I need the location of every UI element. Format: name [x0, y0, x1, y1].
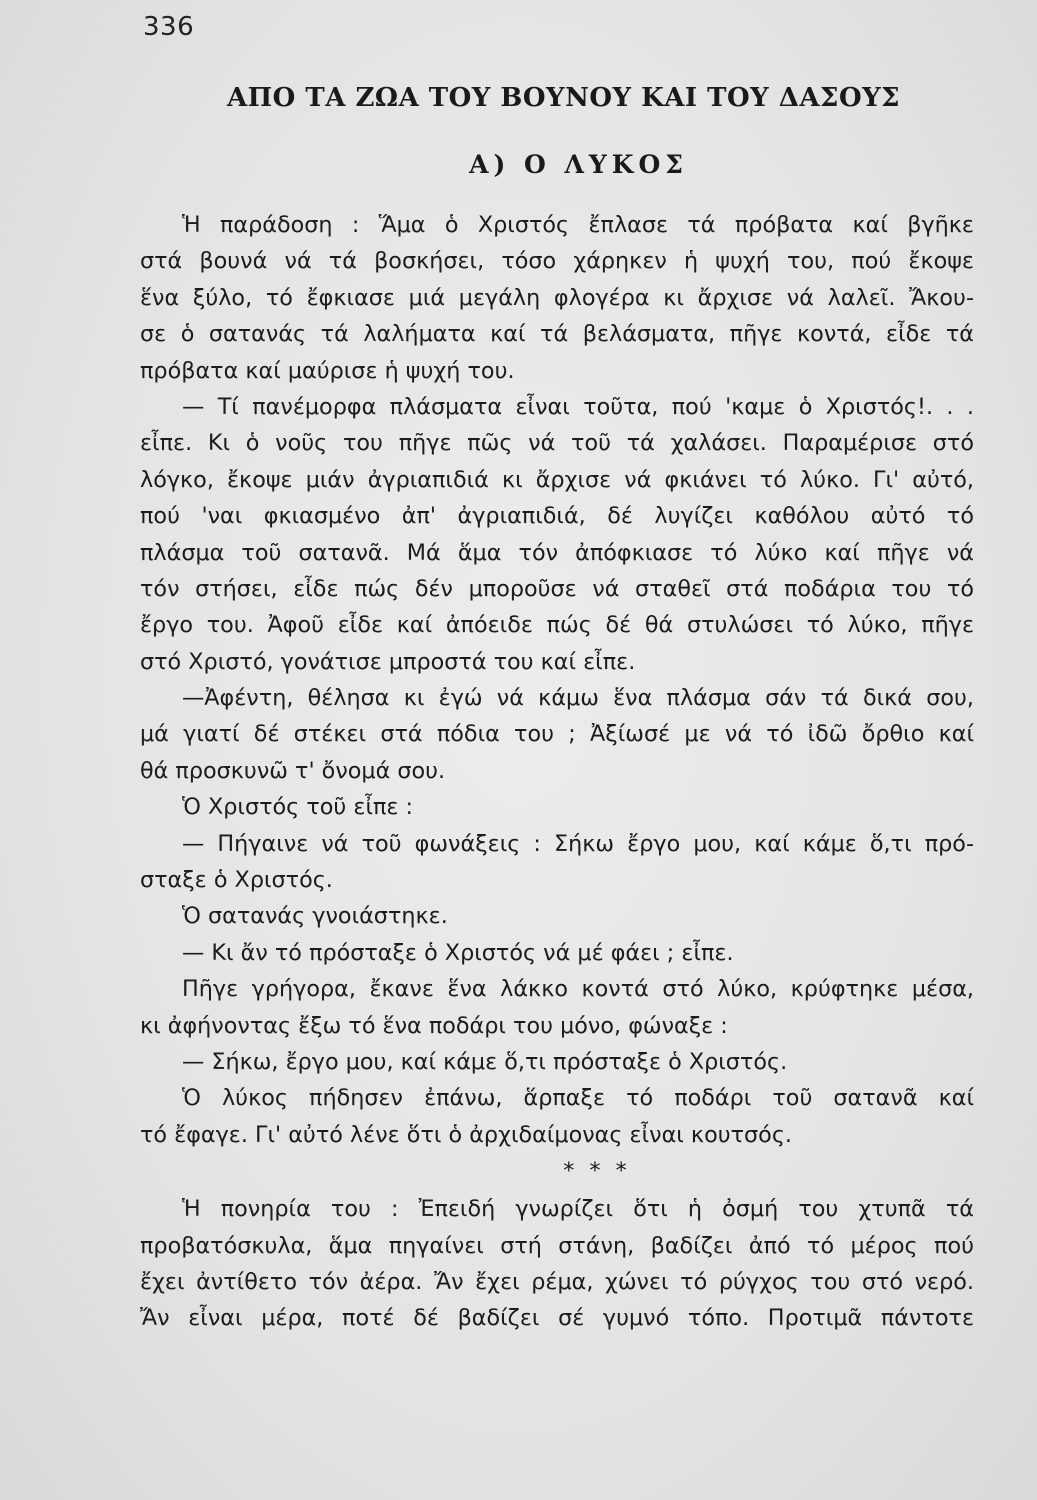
- text-line: Ὁ Χριστός τοῦ εἶπε :: [182, 794, 414, 821]
- text-line: σταξε ὁ Χριστός.: [140, 867, 333, 894]
- section-divider: * * *: [563, 1158, 631, 1185]
- text-line: μά γιατί δέ στέκει στά πόδια του ; Ἀξίωσέ με νά τό ἰδῶ ὄρθιο καί: [140, 721, 974, 748]
- text-line: πρόβατα καί μαύρισε ἡ ψυχή του.: [140, 357, 515, 384]
- text-line: θά προσκυνῶ τ' ὄνομά σου.: [140, 757, 446, 784]
- text-line: ἕνα ξύλο, τό ἔφκιασε μιά μεγάλη φλογέρα κι ἄρχισε νά λαλεῖ. Ἄκου-: [140, 284, 974, 311]
- section-title: ΑΠΟ ΤΑ ΖΩΑ ΤΟΥ ΒΟΥΝΟΥ ΚΑΙ ΤΟΥ ΔΑΣΟΥΣ: [226, 83, 901, 113]
- text-line: — Τί πανέμορφα πλάσματα εἶναι τοῦτα, πού 'καμε ὁ Χριστός!. . .: [182, 393, 974, 420]
- text-line: ἔχει ἀντίθετο τόν ἀέρα. Ἄν ἔχει ρέμα, χώνει τό ρύγχος του στό νερό.: [140, 1268, 974, 1295]
- text-line: — Κι ἄν τό πρόσταξε ὁ Χριστός νά μέ φάει ; εἶπε.: [182, 939, 734, 966]
- text-line: Ὁ λύκος πήδησεν ἐπάνω, ἅρπαξε τό ποδάρι τοῦ σατανᾶ καί: [182, 1085, 974, 1112]
- text-line: εἶπε. Κι ὁ νοῦς του πῆγε πῶς νά τοῦ τά χαλάσει. Παραμέρισε στό: [140, 430, 974, 457]
- text-line: στό Χριστό, γονάτισε μπροστά του καί εἶπε.: [140, 648, 636, 675]
- text-line: —Ἀφέντη, θέλησα κι ἐγώ νά κάμω ἕνα πλάσμα σάν τά δικά σου,: [182, 685, 974, 712]
- chapter-subtitle: Α) Ο ΛΥΚΟΣ: [469, 150, 688, 179]
- text-line: Πῆγε γρήγορα, ἔκανε ἕνα λάκκο κοντά στό λύκο, κρύφτηκε μέσα,: [182, 976, 974, 1003]
- text-line: τό ἔφαγε. Γι' αὐτό λένε ὅτι ὁ ἀρχιδαίμονας εἶναι κουτσός.: [140, 1121, 792, 1148]
- text-line: Ὁ σατανάς γνοιάστηκε.: [182, 903, 448, 930]
- text-line: ἔργο του. Ἀφοῦ εἶδε καί ἀπόειδε πώς δέ θά στυλώσει τό λύκο, πῆγε: [140, 612, 974, 639]
- text-line: προβατόσκυλα, ἅμα πηγαίνει στή στάνη, βαδίζει ἀπό τό μέρος πού: [140, 1232, 974, 1259]
- text-line: σε ὁ σατανάς τά λαλήματα καί τά βελάσματα, πῆγε κοντά, εἶδε τά: [140, 321, 974, 348]
- body-text: [140, 207, 974, 1337]
- text-line: λόγκο, ἔκοψε μιάν ἀγριαπιδιά κι ἄρχισε νά φκιάνει τό λύκο. Γι' αὐτό,: [140, 466, 974, 493]
- text-line: Ἡ πονηρία του : Ἐπειδή γνωρίζει ὅτι ἡ ὀσμή του χτυπᾶ τά: [182, 1196, 974, 1223]
- text-line: Ἄν εἶναι μέρα, ποτέ δέ βαδίζει σέ γυμνό τόπο. Προτιμᾶ πάντοτε: [140, 1305, 974, 1332]
- text-line: — Πήγαινε νά τοῦ φωνάξεις : Σήκω ἔργο μου, καί κάμε ὅ,τι πρό-: [182, 830, 974, 857]
- text-line: πλάσμα τοῦ σατανᾶ. Μά ἅμα τόν ἀπόφκιασε τό λύκο καί πῆγε νά: [140, 539, 974, 566]
- text-line: Ἡ παράδοση : Ἅμα ὁ Χριστός ἔπλασε τά πρόβατα καί βγῆκε: [182, 212, 974, 238]
- text-line: πού 'ναι φκιασμένο ἀπ' ἀγριαπιδιά, δέ λυγίζει καθόλου αὐτό τό: [140, 503, 974, 530]
- text-line: — Σήκω, ἔργο μου, καί κάμε ὅ,τι πρόσταξε ὁ Χριστός.: [182, 1048, 788, 1075]
- page-number: 336: [143, 12, 195, 42]
- text-line: στά βουνά νά τά βοσκήσει, τόσο χάρηκεν ἡ ψυχή του, πού ἔκοψε: [140, 248, 974, 275]
- text-line: κι ἀφήνοντας ἔξω τό ἕνα ποδάρι του μόνο, φώναξε :: [140, 1012, 728, 1039]
- text-line: τόν στήσει, εἶδε πώς δέν μποροῦσε νά σταθεῖ στά ποδάρια του τό: [140, 575, 974, 602]
